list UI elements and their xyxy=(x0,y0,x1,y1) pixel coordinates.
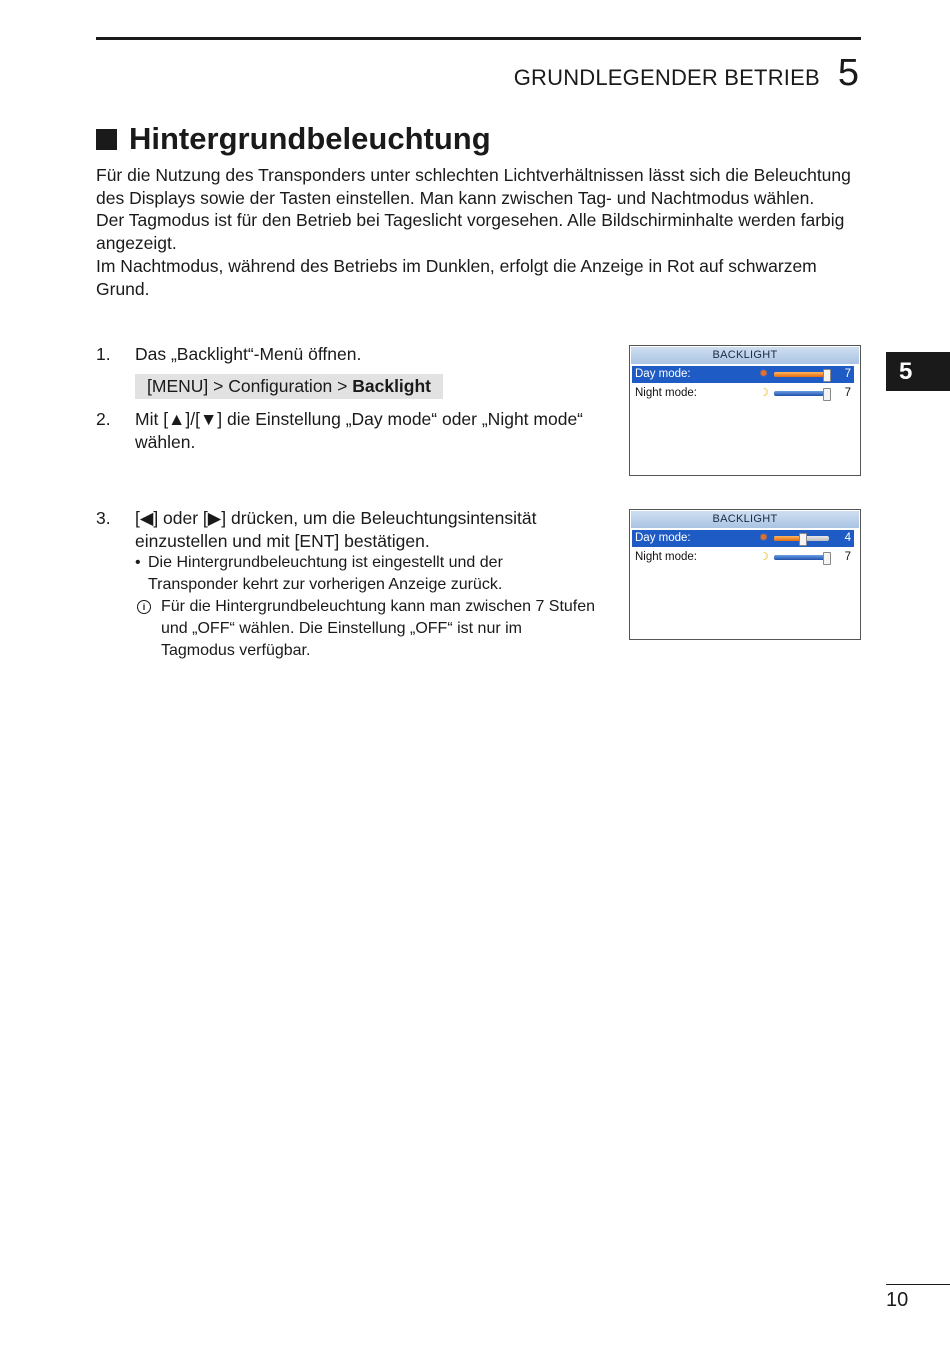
moon-icon: ☽ xyxy=(759,387,769,399)
info-icon: i xyxy=(137,600,151,614)
night-mode-row[interactable] xyxy=(632,549,854,566)
slider-knob[interactable] xyxy=(823,552,831,565)
slider-fill xyxy=(774,391,829,396)
section-title xyxy=(96,121,491,157)
sun-icon: ✹ xyxy=(759,368,769,380)
section-title-text: Hintergrundbeleuchtung xyxy=(129,121,491,156)
slider-fill xyxy=(774,555,829,560)
slider-fill xyxy=(774,372,829,377)
screen-title: BACKLIGHT xyxy=(631,347,859,364)
intro-text xyxy=(96,164,861,300)
bullet-dot-icon: • xyxy=(135,554,141,571)
row-label: Day mode: xyxy=(635,532,691,544)
footer-rule xyxy=(886,1284,950,1285)
intro-paragraph: Der Tagmodus ist für den Betrieb bei Tageslicht vorgesehen. Alle Bildschirminhalte werden farbig angezeigt. xyxy=(96,210,845,254)
step-text: [◀] oder [▶] drücken, um die Beleuchtungsintensität einzustellen und mit [ENT] bestätigen. xyxy=(135,508,537,551)
top-rule xyxy=(96,37,861,40)
info-note-text: Für die Hintergrundbeleuchtung kann man zwischen 7 Stufen und „OFF“ wählen. Die Einstellung „OFF“ ist nur im Tagmodus verfügbar. xyxy=(161,598,596,659)
intro-paragraph: Im Nachtmodus, während des Betriebs im Dunklen, erfolgt die Anzeige in Rot auf schwarzem Grund. xyxy=(96,255,817,299)
step-text: Das „Backlight“-Menü öffnen. xyxy=(135,344,362,364)
row-value: 4 xyxy=(844,532,851,544)
chapter-side-tab: 5 xyxy=(886,352,950,391)
sun-icon: ✹ xyxy=(759,532,769,544)
menu-path-prefix: [MENU] > Configuration > xyxy=(147,376,353,396)
page-number: 10 xyxy=(886,1289,909,1311)
backlight-screen-1 xyxy=(629,345,861,476)
step-number: 3. xyxy=(96,508,111,528)
row-value: 7 xyxy=(844,551,851,563)
row-value: 7 xyxy=(844,368,851,380)
bullet-note xyxy=(135,552,596,596)
step-text: Mit [▲]/[▼] die Einstellung „Day mode“ oder „Night mode“ wählen. xyxy=(135,409,584,452)
bullet-note-text: Die Hintergrundbeleuchtung ist eingestellt und der Transponder kehrt zur vorherigen Anzeige zurück. xyxy=(148,554,503,593)
slider-knob[interactable] xyxy=(799,533,807,546)
row-label: Day mode: xyxy=(635,368,691,380)
square-bullet-icon xyxy=(96,129,117,150)
day-mode-row[interactable] xyxy=(632,530,854,547)
level-slider[interactable] xyxy=(774,536,829,541)
screen-title: BACKLIGHT xyxy=(631,511,859,528)
chapter-title: GRUNDLEGENDER BETRIEB xyxy=(513,65,820,90)
night-mode-row[interactable] xyxy=(632,385,854,402)
level-slider[interactable] xyxy=(774,391,829,396)
step-3 xyxy=(96,507,596,662)
level-slider[interactable] xyxy=(774,372,829,377)
step-1 xyxy=(96,343,576,366)
step-2 xyxy=(96,408,586,453)
row-label: Night mode: xyxy=(635,551,698,563)
slider-knob[interactable] xyxy=(823,369,831,382)
moon-icon: ☽ xyxy=(759,551,769,563)
day-mode-row[interactable] xyxy=(632,366,854,383)
level-slider[interactable] xyxy=(774,555,829,560)
chapter-header xyxy=(514,52,859,95)
menu-path xyxy=(135,374,443,399)
slider-knob[interactable] xyxy=(823,388,831,401)
row-value: 7 xyxy=(844,387,851,399)
step-number: 2. xyxy=(96,409,111,429)
step-number: 1. xyxy=(96,344,111,364)
intro-paragraph: Für die Nutzung des Transponders unter schlechten Lichtverhältnissen lässt sich die Beleuchtung des Displays sowie der Tasten einstellen. Man kann zwischen Tag- und Nachtmodus wählen. xyxy=(96,165,851,208)
row-label: Night mode: xyxy=(635,387,698,399)
chapter-number: 5 xyxy=(837,52,859,94)
info-note xyxy=(135,596,596,662)
backlight-screen-2 xyxy=(629,509,861,640)
menu-path-target: Backlight xyxy=(352,376,432,396)
